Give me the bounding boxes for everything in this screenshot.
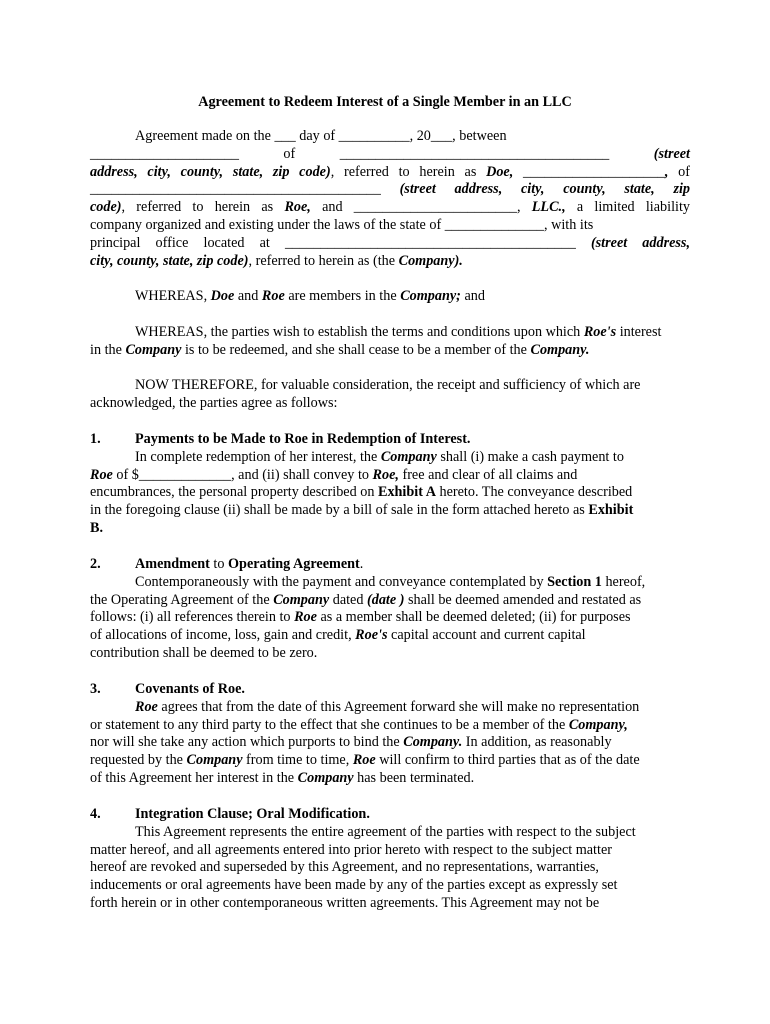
text-run: Exhibit A [377, 484, 436, 501]
section-line: matter hereof, and all agreements entered into prior hereto with respect to the subject matter [90, 841, 612, 858]
text-run: (date ) [367, 591, 405, 608]
text-run: of [668, 163, 690, 180]
text-run: hereof, [601, 573, 646, 590]
section-3 [90, 681, 690, 788]
text-run: Company [186, 752, 243, 769]
section-number: 4. [90, 806, 101, 822]
text-run: requested by the [90, 752, 187, 769]
text-run: Company, [568, 716, 628, 733]
section-line [90, 520, 690, 538]
text-run: (street [653, 145, 690, 162]
section-line [90, 699, 690, 717]
text-run: of this Agreement her interest in the [90, 769, 298, 786]
text-run: Company [380, 448, 437, 465]
text-run: has been terminated. [353, 769, 475, 786]
text-run: will confirm to third parties that as of the date [375, 752, 640, 769]
text-run: the Operating Agreement of the [90, 591, 274, 608]
section-title: Integration Clause; Oral Modification. [135, 806, 370, 822]
section-line [90, 752, 690, 770]
text-run: free and clear of all claims and [398, 466, 578, 483]
text-run: Agreement made on the ___ day of __________, 20___, between [135, 128, 507, 144]
text-run: (street address, city, county, state, zip [399, 181, 690, 198]
text-run: Section 1 [547, 573, 602, 590]
now-therefore-clause [90, 377, 690, 413]
intro-line [90, 146, 690, 164]
section-heading [90, 431, 690, 449]
text-run: in the foregoing clause (ii) shall be made by a bill of sale in the form attached hereto as [90, 502, 589, 519]
text-run: agrees that from the date of this Agreement forward she will make no representation [157, 698, 640, 715]
section-heading [90, 556, 690, 574]
section-4 [90, 806, 690, 913]
text-run: Company [297, 769, 354, 786]
text-run: capital account and current capital [387, 627, 586, 644]
section-line [90, 645, 690, 663]
section-title: Amendment [135, 556, 210, 572]
text-run: Roe's [583, 324, 617, 340]
text-run: ____________________ [513, 163, 665, 180]
section-title: Operating Agreement [228, 556, 360, 572]
intro-line [90, 128, 690, 146]
text-run: Roe [261, 288, 285, 304]
section-line [90, 717, 690, 735]
section-line: forth herein or in other contemporaneous written agreements. This Agreement may not be [90, 894, 600, 911]
text-run: LLC., [531, 199, 566, 216]
section-line [90, 484, 690, 502]
text-run: Company [273, 591, 330, 608]
text-run: Company. [403, 734, 463, 751]
text-run: follows: (i) all references therein to [90, 609, 295, 626]
text-run: are members in the [284, 288, 401, 304]
section-line [90, 449, 690, 467]
section-number: 1. [90, 431, 101, 447]
text-run: Company). [398, 252, 463, 269]
text-run: and [460, 288, 485, 304]
text-run: from time to time, [242, 752, 353, 769]
text-run: nor will she take any action which purports to bind the [90, 734, 404, 751]
text-run: _____________________ of ______________________________________ [90, 145, 654, 162]
document-title: Agreement to Redeem Interest of a Single Member in an LLC [198, 94, 572, 110]
section-number: 3. [90, 681, 101, 697]
text-run: shall be deemed amended and restated as [404, 591, 642, 608]
intro-line [90, 235, 690, 253]
section-title: Payments to be Made to Roe in Redemption of Interest. [135, 431, 471, 447]
section-number: 2. [90, 556, 101, 572]
text-run: or statement to any third party to the effect that she continues to be a member of the [90, 716, 569, 733]
text-run: of allocations of income, loss, gain and credit, [90, 627, 356, 644]
now-line: acknowledged, the parties agree as follows: [90, 394, 338, 411]
section-line [90, 592, 690, 610]
text-run: interest [616, 324, 662, 340]
section-line [90, 467, 690, 485]
section-line [90, 502, 690, 520]
text-run: Roe, [372, 466, 399, 483]
text-run: Roe, [284, 199, 311, 216]
section-2 [90, 556, 690, 663]
text-run: encumbrances, the personal property described on [90, 484, 378, 501]
text-run: In complete redemption of her interest, the [135, 448, 381, 465]
text-run: dated [329, 591, 367, 608]
text-run: city, county, state, zip code) [90, 252, 249, 269]
section-heading [90, 806, 690, 824]
text-run: Roe [135, 698, 158, 715]
intro-line [90, 164, 690, 182]
text-run: _________________________________________ [90, 181, 400, 198]
text-run: of $_____________, and (ii) shall convey to [112, 466, 373, 483]
section-title: Covenants of Roe. [135, 681, 245, 697]
text-run: (street address, [590, 234, 690, 251]
text-run: Company. [530, 341, 590, 358]
whereas-clause-1 [90, 288, 690, 306]
section-heading [90, 681, 690, 699]
intro-line [90, 217, 690, 235]
text-run: Company; [400, 288, 461, 304]
text-run: as a member shall be deemed deleted; (ii) for purposes [316, 609, 631, 626]
text-run: and _______________________ [310, 199, 517, 216]
section-1 [90, 431, 690, 538]
text-run: in the [90, 341, 126, 358]
text-run: Roe [352, 752, 376, 769]
section-title: to [209, 556, 229, 572]
section-line [90, 770, 690, 788]
intro-line [90, 199, 690, 217]
text-run: address, city, county, state, zip code) [90, 163, 331, 180]
section-line [90, 734, 690, 752]
whereas-line [90, 342, 690, 360]
text-run: Doe [210, 288, 235, 304]
text-run: Exhibit [588, 502, 634, 519]
section-line: inducements or oral agreements have been made by any of the parties except as expressly set [90, 877, 618, 894]
text-run: Roe [90, 466, 113, 483]
text-run: , [664, 163, 669, 180]
intro-line [90, 181, 690, 199]
text-run: In addition, as reasonably [462, 734, 612, 751]
text-run: , referred to herein as (the [248, 252, 399, 269]
section-line: hereof are revoked and superseded by this Agreement, and no representations, warranties, [90, 859, 599, 876]
section-line: This Agreement represents the entire agreement of the parties with respect to the subject [135, 823, 636, 840]
text-run: , [516, 199, 532, 216]
text-run: hereto. The conveyance described [435, 484, 633, 501]
section-line [90, 574, 690, 592]
text-run: principal office located at _________________________________________ [90, 234, 591, 251]
whereas-line [90, 288, 690, 306]
section-line [90, 609, 690, 627]
text-run: is to be redeemed, and she shall cease to be a member of the [181, 341, 531, 358]
text-run: , referred to herein as [121, 199, 285, 216]
text-run: a limited liability [565, 199, 690, 216]
text-run: WHEREAS, [135, 288, 211, 304]
text-run: Doe, [486, 163, 514, 180]
whereas-clause-2 [90, 324, 690, 360]
text-run: shall (i) make a cash payment to [436, 448, 624, 465]
text-run: Roe [294, 609, 317, 626]
section-line [90, 627, 690, 645]
text-run: Roe's [355, 627, 388, 644]
text-run: Company [125, 341, 182, 358]
text-run: Contemporaneously with the payment and conveyance contemplated by [135, 573, 548, 590]
intro-line [90, 253, 690, 271]
now-line: NOW THEREFORE, for valuable consideration, the receipt and sufficiency of which are [135, 377, 641, 393]
text-run: contribution shall be deemed to be zero. [90, 644, 318, 661]
intro-paragraph [90, 128, 690, 270]
text-run: WHEREAS, the parties wish to establish the terms and conditions upon which [135, 324, 584, 340]
whereas-line [90, 324, 690, 342]
text-run: company organized and existing under the laws of the state of ______________, with its [90, 216, 594, 233]
section-title: . [359, 556, 364, 572]
text-run: code) [90, 199, 122, 216]
text-run: , referred to herein as [330, 163, 487, 180]
text-run: and [234, 288, 262, 304]
text-run: B. [90, 519, 104, 536]
